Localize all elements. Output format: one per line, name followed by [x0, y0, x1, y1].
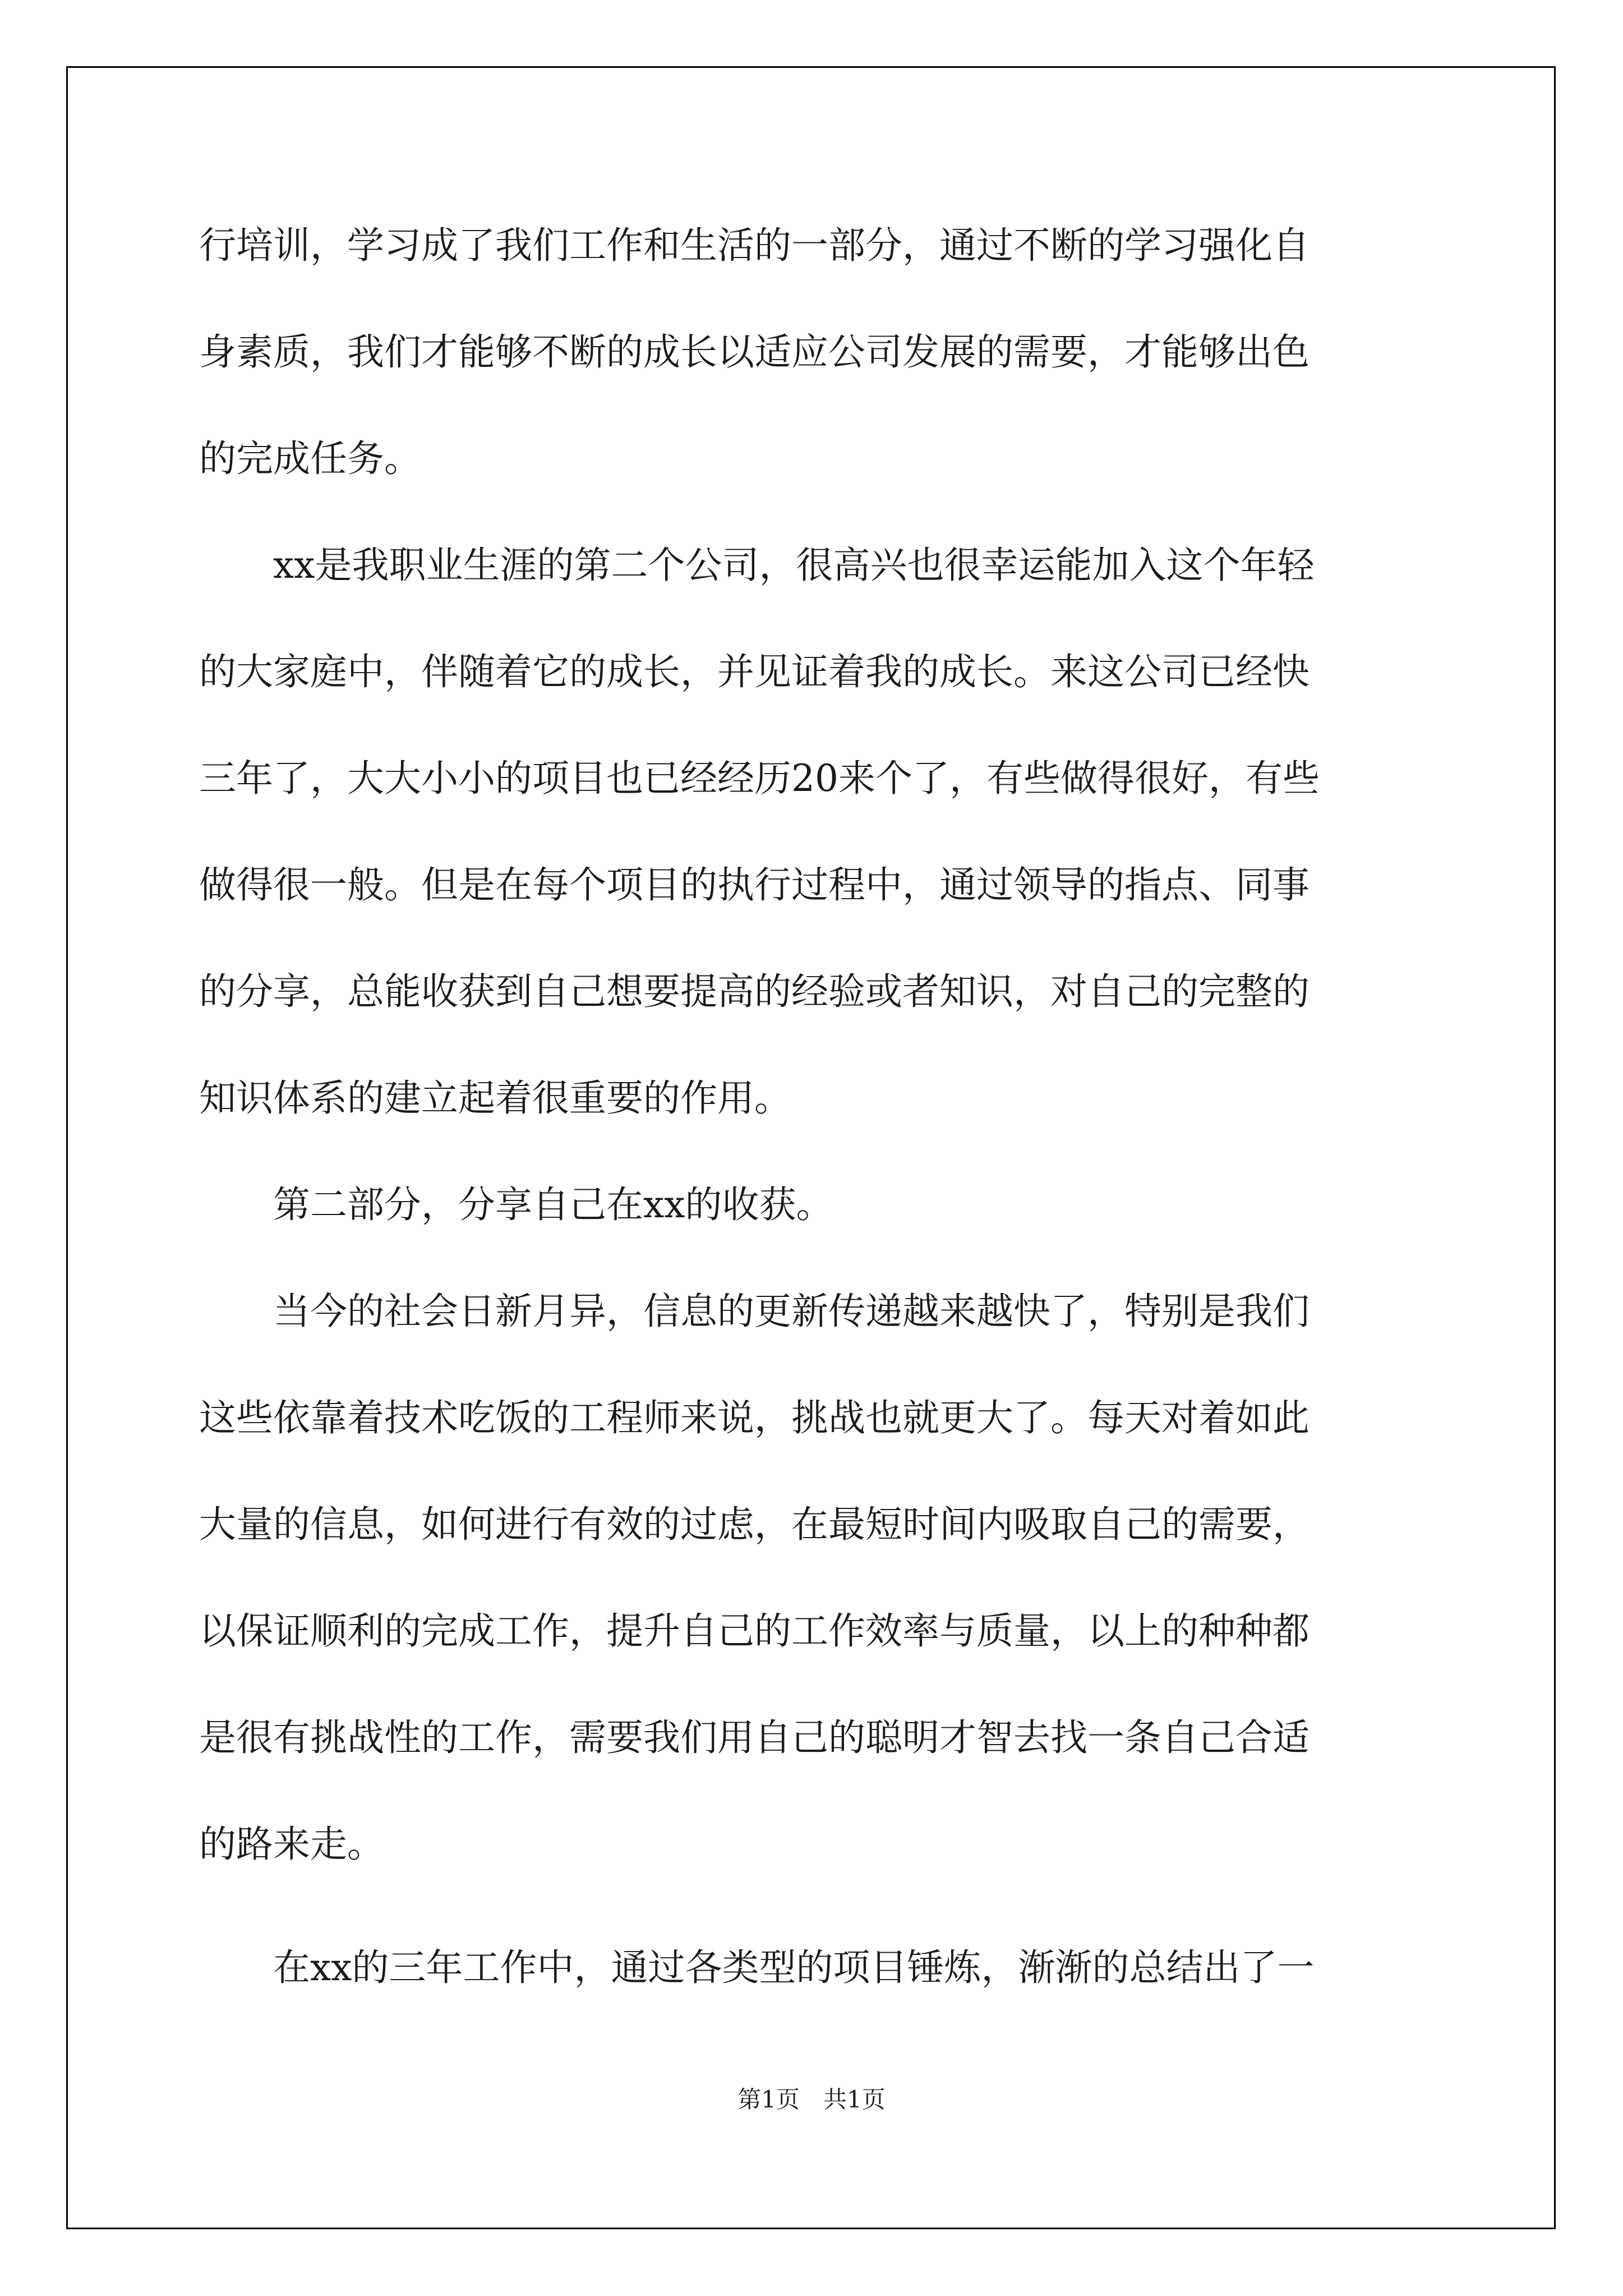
text-line: 的完成任务。	[199, 437, 421, 480]
text-line: 身素质，我们才能够不断的成长以适应公司发展的需要，才能够出色	[199, 330, 1310, 374]
page-number-footer: 第1页 共1页	[737, 2086, 886, 2113]
text-line: 的路来走。	[199, 1823, 384, 1866]
text-line: 做得很一般。但是在每个项目的执行过程中，通过领导的指点、同事	[199, 863, 1310, 907]
text-line: 这些依靠着技术吃饭的工程师来说，挑战也就更大了。每天对着如此	[199, 1396, 1310, 1439]
text-line: 在xx的三年工作中，通过各类型的项目锤炼，渐渐的总结出了一	[199, 1946, 1315, 1989]
text-line: 知识体系的建立起着很重要的作用。	[199, 1076, 791, 1120]
text-line: 行培训，学习成了我们工作和生活的一部分，通过不断的学习强化自	[199, 224, 1310, 267]
text-line: 的大家庭中，伴随着它的成长，并见证着我的成长。来这公司已经快	[199, 650, 1310, 693]
text-line: xx是我职业生涯的第二个公司，很高兴也很幸运能加入这个年轻	[199, 544, 1315, 587]
text-line: 的分享，总能收获到自己想要提高的经验或者知识，对自己的完整的	[199, 970, 1310, 1013]
text-line: 三年了，大大小小的项目也已经经历20来个了，有些做得很好，有些	[199, 757, 1320, 800]
text-line: 以保证顺利的完成工作，提升自己的工作效率与质量，以上的种种都	[199, 1609, 1310, 1653]
text-line: 当今的社会日新月异，信息的更新传递越来越快了，特别是我们	[199, 1290, 1310, 1333]
text-line: 是很有挑战性的工作，需要我们用自己的聪明才智去找一条自己合适	[199, 1716, 1310, 1759]
page-border	[66, 66, 1556, 2229]
text-line: 大量的信息，如何进行有效的过虑，在最短时间内吸取自己的需要，	[199, 1503, 1310, 1546]
text-line: 第二部分，分享自己在xx的收获。	[199, 1183, 833, 1226]
